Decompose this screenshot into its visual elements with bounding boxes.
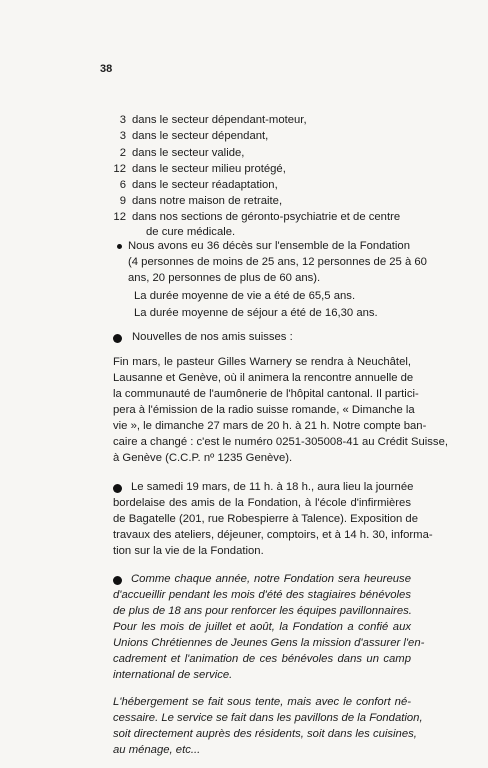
paragraph-line: au ménage, etc... xyxy=(113,744,201,756)
list-item: 6 dans le secteur réadaptation, xyxy=(119,179,278,191)
paragraph-line: la communauté de l'aumônerie de l'hôpital cantonal. Il partici- xyxy=(113,388,419,400)
list-item-continuation: de cure médicale. xyxy=(146,226,236,238)
life-expectancy: La durée moyenne de vie a été de 65,5 ans. xyxy=(134,290,356,302)
paragraph-line: bordelaise des amis de la Fondation, à l'école d'infirmières xyxy=(113,497,411,509)
paragraph-line: tion sur la vie de la Fondation. xyxy=(113,545,264,557)
list-item: 3 dans le secteur dépendant, xyxy=(119,130,269,142)
bullet-icon xyxy=(113,334,122,343)
paragraph-line: cessaire. Le service se fait dans les pavillons de la Fondation, xyxy=(113,712,423,724)
paragraph-line: caire a changé : c'est le numéro 0251-305008-41 au Crédit Suisse, xyxy=(113,436,448,448)
paragraph-line: Unions Chrétiennes de Jeunes Gens la mission d'assurer l'en- xyxy=(113,637,425,649)
bullet-icon xyxy=(113,484,122,493)
paragraph-line: à Genève (C.C.P. nº 1235 Genève). xyxy=(113,452,293,464)
paragraph-line: Nous avons eu 36 décès sur l'ensemble de la Fondation xyxy=(128,240,410,252)
bullet-icon xyxy=(117,244,122,249)
paragraph-line: Lausanne et Genève, où il animera la rencontre annuelle de xyxy=(113,372,414,384)
paragraph-line: de Bagatelle (201, rue Robespierre à Talence). Exposition de xyxy=(113,513,418,525)
paragraph-line: pera à l'émission de la radio suisse romande, « Dimanche la xyxy=(113,404,415,416)
paragraph-line: (4 personnes de moins de 25 ans, 12 personnes de 25 à 60 xyxy=(128,256,427,268)
paragraph-line: cadrement et l'animation de ces bénévoles dans un camp xyxy=(113,653,411,665)
list-item: 12 dans le secteur milieu protégé, xyxy=(113,163,286,175)
paragraph-line: L'hébergement se fait sous tente, mais avec le confort né- xyxy=(113,696,411,708)
stay-duration: La durée moyenne de séjour a été de 16,30 ans. xyxy=(134,307,378,319)
paragraph-line: soit directement auprès des résidents, soit dans les cuisines, xyxy=(113,728,417,740)
paragraph-line: Pour les mois de juillet et août, la Fondation a confié aux xyxy=(113,621,411,633)
paragraph-line: Fin mars, le pasteur Gilles Warnery se rendra à Neuchâtel, xyxy=(113,356,411,368)
list-item: 9 dans notre maison de retraite, xyxy=(119,195,283,207)
page-number: 38 xyxy=(100,63,113,75)
bullet-icon xyxy=(113,576,122,585)
paragraph-line: d'accueillir pendant les mois d'été des stagiaires bénévoles xyxy=(113,589,411,601)
paragraph-line: Comme chaque année, notre Fondation sera heureuse xyxy=(131,573,411,585)
list-item: 2 dans le secteur valide, xyxy=(119,147,245,159)
paragraph-line: Le samedi 19 mars, de 11 h. à 18 h., aura lieu la journée xyxy=(131,481,414,493)
paragraph-line: ans, 20 personnes de plus de 60 ans). xyxy=(128,272,321,284)
paragraph-line: de plus de 18 ans pour renforcer les équipes pavillonnaires. xyxy=(113,605,412,617)
paragraph-line: vie », le dimanche 27 mars de 20 h. à 21 h. Notre compte ban- xyxy=(113,420,427,432)
list-item: 3 dans le secteur dépendant-moteur, xyxy=(119,114,307,126)
list-item: 12 dans nos sections de géronto-psychiatrie et de centre xyxy=(113,211,401,223)
paragraph-line: international de service. xyxy=(113,669,233,681)
section-heading: Nouvelles de nos amis suisses : xyxy=(132,331,293,343)
paragraph-line: travaux des ateliers, déjeuner, comptoirs, et à 14 h. 30, informa- xyxy=(113,529,433,541)
